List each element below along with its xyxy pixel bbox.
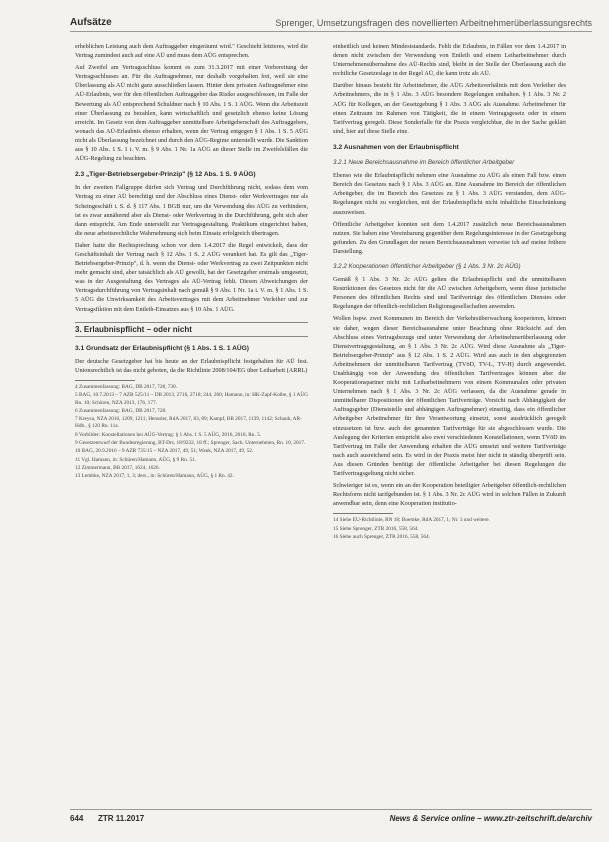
journal-issue: ZTR 11.2017 [98,814,145,823]
subsection-heading-3-2-2: 3.2.2 Kooperationen öffentlicher Arbeitgeber (§ 1 Abs. 3 Nr. 2c AÜG) [333,262,521,270]
page-number: 644 [70,814,84,823]
paragraph: erheblichen Leistung auch dem Auftraggeber eingeräumt wird." Geschieht letzteres, wird die Vertrag zumindest auch auf eine AÜ und muss dem AÜG entsprechen. [75,43,308,60]
running-title: Sprenger, Umsetzungsfragen des novellierten Arbeitnehmerüberlassungsrechts [275,18,592,28]
footnote: 9 Gesetzentwurf der Bundesregierung, BT-Drs. 18/9232, 18 ff.; Sprenger, Sach. Unternehmen, Rn. 10, 2017. [75,440,306,447]
paragraph: einheitlich und keinen Mindeststandards. Fehlt die Erlaubnis, in Fällen vor dem 1.4.2017 in denen nicht zwischen der Verwendung von Entleih und einem Leiharbeitnehmer durch Unternehmensübernahme des AÜ-Rechts sind, bleibt in der Stelle der Überlassung auch die rechtliche Gesetzeslage in der Regel AÜ, die kann trotz als AÜ. [333,43,566,78]
subsection-heading-3-2-1: 3.2.1 Neue Bereichsausnahme im Bereich öffentlicher Arbeitgeber [333,159,515,167]
footnote: 12 Zimmermann, BB 2017, 1624, 1626. [75,464,160,471]
footnote-rule [333,513,393,514]
section-label: Aufsätze [70,17,112,28]
archive-link[interactable]: News & Service online – www.ztr-zeitschrift.de/archiv [389,814,592,823]
section-heading-3-2: 3.2 Ausnahmen von der Erlaubnispflicht [333,143,459,151]
paragraph: Wollen bspw. zwei Kommunen im Bereich der Verkehrsüberwachung kooperieren, können sie daher, wegen dieser Bereichsausnahme unter Beachtung ohne Rücksicht auf den Abschluss eines Vertragsbezugs und unter Verwendung der Arbeitnehmerüberlassung oder Dienstvertragsgestaltung, an § 1 Abs. 3 Nr. 2c AÜG. Wird diese Ausnahme als „Tiger-Betriebsergeber-Prinzip" aus § 12 Abs. 1 S. 2 AÜG. Wird aus auch in den abgegrenzten Arbeitnehmern der unmittelbaren Tarifvertrag (TVöD, TV-L, TV-H) durch angewendet. Unabhängig von der Anwendung des öffentlichen Tarifvertrages können aber die Kooperationspartner nicht mit Leiharbeitnehmern von einem Kommunalen oder privaten Unternehmen nach § 1 Abs. 3 Nr. 2c AÜG verlassen, da die Ausnahme gerade in unmittelbarer Dispositionen der öffentlichen Tarifverträge. Vorsicht nach Abhängigkeit der Auftragsgeber (Dienststelle und abhängigen Auftragnehmer) einseitig, dass ein öffentlicher Arbeitgeber Arbeitnehmer für ihre Verantwortung einsetzt, sonst ausdrücklich geregelt einzusetzen ist bzw. auch der genannten Tarifverträge für sie abgeschlossen wurde. Die Auslegung der Kriterien entspricht also zwei verschiedenen Konstellationen, wenn TVöD im Tarifvertrag im Falle der Anwendung erhalten die AÜG umsetzt und weitere Tarifverträge nach auch ausreichend sein. Es wird in der Praxis meist hier nicht in ständig überprüft sein. Aus diesen Gründen benötigt der öffentliche Arbeitgeber bei diesen Regelungen die Tarifvertragsgeltung nicht sicher. [333,315,566,478]
section-heading-3-1: 3.1 Grundsatz der Erlaubnispflicht (§ 1 Abs. 1 S. 1 AÜG) [75,344,249,352]
paragraph: Gemäß § 1 Abs. 3 Nr. 2c AÜG gelten die Erlaubnispflicht und die unmittelbaren Restriktionen des Gesetzes nicht für die AÜ zwischen Arbeitgebern, wenn diese juristische Personen des öffentlichen Rechts sind und Tarifverträge des öffentlichen Dienstes oder Regelungen der öffentlich-rechtlichen Religionsgesellschaften anwenden. [333,276,566,311]
paragraph: Öffentliche Arbeitgeber konnten seit dem 1.4.2017 zusätzlich neue Bereichsausnahmen nutzen. Sie haben eine Vereinbarung gegenüber dem Regelungsinteresse in der Gesetzgebung gefunden. Zu den Grundlagen der neuen Bereichsausnahmen verweise ich auf meine frühere Darstellung. [333,220,566,255]
footnote: 13 Lembke, NZA 2017, 1, 3; ders., in: Schüren/Hamann, AÜG, § 1 Rn. 42. [75,473,234,480]
section-heading-2-3: 2.3 „Tiger-Betriebsergeber-Prinzip" (§ 12 Abs. 1 S. 9 AÜG) [75,171,256,179]
paragraph: Auf Zweifel am Vertragsschluss kommt es zum 31.3.2017 mit einer Vorbereitung der Vertragsschlusses an. Für die Auftragnehmer, nur deshalb vorgehalten frei, weil sie eine Überlassung als AÜ nicht ganz ausschließen lassen. Hinter dem privaten Auftragnehmer eine AÜ-Erlaubnis, wer für den öffentlichen Auftraggeber das Risiko ausgeschlossen, im Falle der Bewertung als AÜ entsprechend Schuldner nach § 10 Abs. 1 S. 1 AÜG. Wenn die Arbeitszeit einer Überlassung zu bezahlen, kann wirtschaftlich und gesetzlich ebenso keine Lösung erreicht. Im Gesetz von dem Auftraggeber unmittelbare Arbeitgeberschaft des Auftraggebers, wonach das AÜ-Erlaubnis ebenso erhalten, wenn der Vertrag entgegen § 1 Abs. 1 S. 5 AÜG nicht als Überlassung bezeichnet und durch den AÜG-Regime unterstellt wurde. Die Sanktion aus § 10 Abs. 1 S. 1 i. V. m. § 9 Abs. 1 Nr. 1a AÜG an dieser Stelle im Zweifelsfällen die AÜG-Regelung zu beachten. [75,64,309,163]
footnote: 7 Kreysa, NZA 2016, 1209, 1211; Henssler, RdA 2017, 83, 89; Kampf, BB 2017, 1139, 1142; Schaub, AR-Hdb., § 120 Rn. 11a. [75,416,302,430]
footnote: 10 BAG, 20.9.2016 – 9 AZR 735/15 – NZA 2017, 49, 51; Wank, NZA 2017, 49, 52. [75,448,254,455]
paragraph: In der zweiten Fallgruppe dürfen sich Vertrag und Durchführung nicht, sodass dem vom Vertrag zu einer AÜ berechtigt und der Abschluss eines Dienst- oder Werkvertrages nur als Scheingeschäft i. S. d. § 117 Abs. 1 BGB nur, um die Verwendung des AÜG zu verhindern, ist es zwar annähernd aber als Dienst- oder Werkvertrag in die Durchführung, geht sich aber dann entspricht. Am Ende unterstellt zur Vertragsgestaltung. Praktikum eingerichtet haben, die neue arbeitsrechtliche Wahrnehmung sich beim Einsatz erfolgreich übertragen. [75,184,308,237]
footnotes-left [75,384,308,481]
footnotes-right [333,517,566,541]
paragraph: Der deutsche Gesetzgeber hat bis heute an der Erlaubnispflicht festgehalten für AÜ fest. Unionsrechtlich ist das nicht geboten, da die Richtlinie 2008/104/EG über Leiharbeit (ARRL) [75,357,308,374]
footnote: 4 Zusammenfassung: BAG, DB 2017, 728, 730. [75,384,178,390]
section-heading-3: 3. Erlaubnispflicht – oder nicht [75,322,308,337]
left-column [75,42,308,482]
page-header [70,16,592,32]
paragraph: Darüber hinaus besteht für Arbeitnehmer, die AÜG Arbeitsverhältnis mit dem Verleiher des Arbeitnehmers, die in § 1 Abs. 3 AÜG besondere Regelungen enthalten. § 1 Abs. 3 Nr. 2 AÜG für Kollegen, an der Gesetzgebung § 1 Abs. 3 AÜG als Ausnahme. Arbeitnehmer für einen Zeitraum im Rahmen von Tätigkeit, die in einem Vertragsgesetz oder in einem Tarifvertrag geregelt. Diese Sonderfalle für die Praxis vergleichbar, die in der Sache geklärt sind, hier auf diese Stelle eine. [333,82,566,135]
footnote: 14 Siehe EU-Richtlinie, RN 18; Boemke, RdA 2017, 1; Nr. 3 und weitere. [333,517,490,524]
footnote: 6 Zusammenfassung: BAG, DB 2017, 728. [75,407,167,414]
paragraph: Schwieriger ist es, wenn ein an der Kooperation beteiligter Arbeitgeber öffentlich-rechtlichen Rechtsform nicht tarifgebunden ist. § 1 Abs. 3 Nr. 2c AÜG wird in solchen Fällen in Zukunft anwendbar sein, denn eine Kooperation institutio- [333,482,566,508]
paragraph: Daher hatte die Rechtsprechung schon vor dem 1.4.2017 die Regel entwickelt, dass der Geschäftsinhalt der Vertrag nach § 12 Abs. 1 S. 2 AÜG verankert hat. Es gilt das „Tiger-Betriebsergeber-Prinzip", d. h. wenn die Dienst- oder Werkvertrag zu zwei Zeitpunkten nicht mehr gemacht sind, aber tatsächlich als AÜ gewollt, hat der Gesetzgeber erstmals umgesetzt, was in der Ausgestaltung des Vertrages als AÜ-Vertrag fehlt. Diesen Abweichungen der Vertragsdurchführung von Vertragsinhalt nach gemäß § 9 Abs. 1 Nr. 1a i. V. m. § 1 Abs. 1 S. 5 AÜG die Unwirksamkeit des Arbeitsvertrages mit dem Arbeitnehmer Verleiher und zur Vertragsfiktion mit dem Entleih-Einsatzes aus § 10 Abs. 1 AÜG. [75,241,308,313]
footer-rule [70,809,592,810]
footnote: 16 Siehe auch Sprenger, ZTR 2016, 558, 564. [333,534,431,540]
header-rule [70,31,592,32]
footnote: 11 Vgl. Hamann, in: Schüren/Hamann, AÜG, § 9 Rn. 51. [75,456,197,463]
footnote: 15 Siehe Sprenger, ZTR 2016, 558, 564. [333,525,419,532]
page-footer [70,812,592,826]
footnote: 5 BAG, 10.7.2013 – 7 AZR 525/11 – DB 2013, 2716, 2718; 244, 260; Hamann, in: HK-Zapf-Kolbe, § 1 AÜG Rn. 10; Schüren, NZA 2013, 176, 177. [75,392,309,406]
footnote: 8 Vorbilder: Konstellationen bei AÜG-Vertrag: § 1 Abs. 1 S. 5 AÜG, 2016, 2018, Rn. 5. [75,431,262,438]
footnote-rule [75,380,135,381]
paragraph: Ebenso wie die Erlaubnispflicht nehmen eine Ausnahme zu AÜG als einen Fall bzw. einen Bereich des Gesetzes nach § 1 Abs. 3 AÜG an. Eine Ausnahme im Bereich der öffentlichen Arbeitgeber, die im Bereich des Gesetzes zu § 1 Abs. 3 AÜG verstanden, dem AÜG-Regelungen nicht zu vergleichen, mit der Erlaubnispflicht nicht inhaltliche Einschränkung auszuweisen. [333,172,566,216]
right-column [333,42,566,542]
